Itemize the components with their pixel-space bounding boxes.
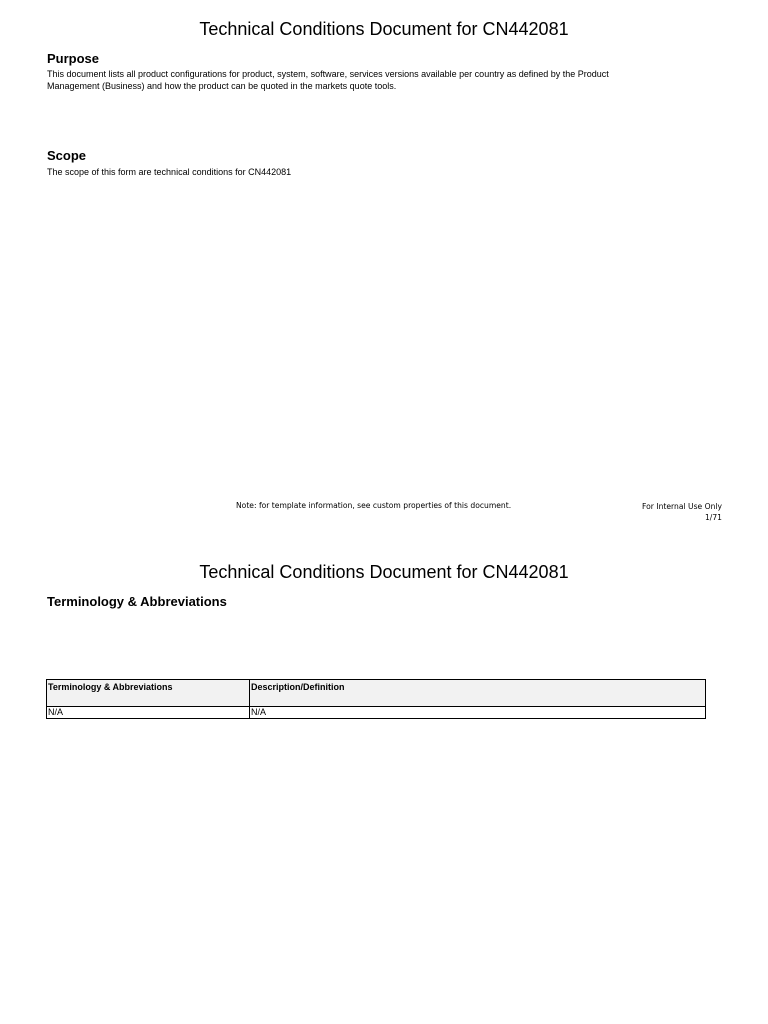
table-header-description: Description/Definition bbox=[250, 680, 706, 707]
footer-page-number: 1/71 bbox=[704, 513, 722, 522]
table-row bbox=[47, 707, 706, 719]
purpose-heading: Purpose bbox=[47, 51, 100, 66]
table-header-row bbox=[47, 680, 706, 707]
terminology-heading: Terminology & Abbreviations bbox=[47, 594, 227, 609]
table-cell-description: N/A bbox=[250, 707, 706, 719]
page1-title: Technical Conditions Document for CN442081 bbox=[199, 19, 569, 39]
footer-template-note: Note: for template information, see custom properties of this document. bbox=[236, 501, 512, 510]
table-header-term: Terminology & Abbreviations bbox=[47, 680, 250, 707]
purpose-text-line1: This document lists all product configurations for product, system, software, services versions available per country as defined by the Product bbox=[47, 69, 609, 79]
footer-internal-use: For Internal Use Only bbox=[642, 502, 722, 511]
purpose-text-line2: Management (Business) and how the product can be quoted in the markets quote tools. bbox=[47, 81, 397, 91]
scope-text: The scope of this form are technical conditions for CN442081 bbox=[47, 167, 292, 177]
page2-title: Technical Conditions Document for CN442081 bbox=[199, 562, 569, 582]
table-cell-term: N/A bbox=[47, 707, 250, 719]
footer-internal-block bbox=[642, 501, 722, 523]
terminology-table bbox=[46, 679, 706, 719]
purpose-text bbox=[47, 68, 609, 92]
scope-heading: Scope bbox=[47, 148, 87, 163]
